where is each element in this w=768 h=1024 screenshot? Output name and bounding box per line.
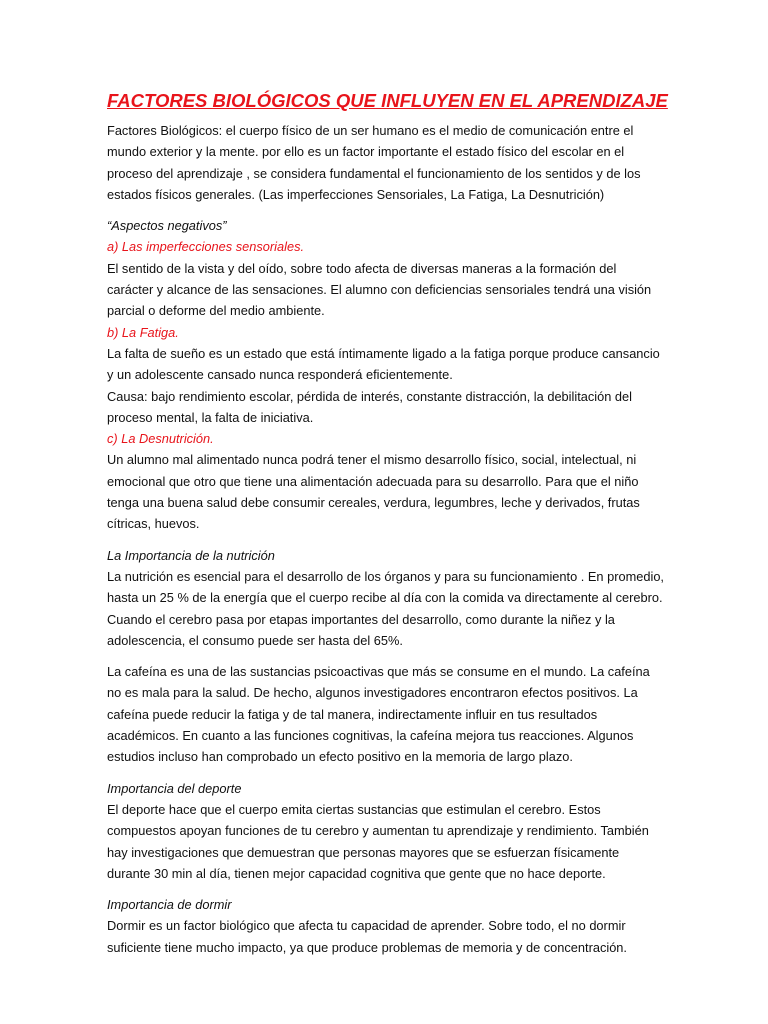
document-body (107, 88, 668, 958)
sport-paragraph: El deporte hace que el cuerpo emita ciertas sustancias que estimulan el cerebro. Estos compuestos apoyan funciones de tu cerebro y aumentan tu aprendizaje y rendimiento. También hay investigaciones que demuestran que personas mayores que se esfuerzan físicamente durante 30 min al día, tienen mejor capacidad cognitiva que gente que no hace deporte. (107, 801, 649, 881)
section-b-cause: Causa: bajo rendimiento escolar, pérdida de interés, constante distracción, la debilitación del proceso mental, la falta de iniciativa. (107, 388, 632, 425)
section-c-paragraph: Un alumno mal alimentado nunca podrá tener el mismo desarrollo físico, social, intelectual, ni emocional que otro que tiene una alimentación adecuada para su desarrollo. Para que el niño tenga una buena salud debe consumir cereales, verdura, legumbres, leche y derivados, frutas cítricas, huevos. (107, 452, 640, 532)
section-a-paragraph: El sentido de la vista y del oído, sobre todo afecta de diversas maneras a la formación del carácter y alcance de las sensaciones. El alumno con deficiencias sensoriales tendrá una visión parcial o deforme del medio ambiente. (107, 260, 652, 319)
negatives-heading: “Aspectos negativos” (107, 218, 227, 234)
section-a-heading: a) Las imperfecciones sensoriales. (107, 239, 305, 255)
nutrition-heading: La Importancia de la nutrición (107, 547, 275, 563)
section-b-paragraph: La falta de sueño es un estado que está íntimamente ligado a la fatiga porque produce cansancio y un adolescente cansado nunca responderá eficientemente. (107, 345, 660, 383)
sleep-heading: Importancia de dormir (107, 897, 232, 913)
section-c-heading: c) La Desnutrición. (107, 431, 214, 447)
nutrition-paragraph: La nutrición es esencial para el desarrollo de los órganos y para su funcionamiento . En promedio, hasta un 25 % de la energía que el cuerpo recibe al día con la comida va directamente al cerebro. Cuando el cerebro pasa por etapas importantes del desarrollo, como durante la niñez y la adolescencia, el consumo puede ser hasta del 65%. (107, 568, 664, 648)
document-title: FACTORES BIOLÓGICOS QUE INFLUYEN EN EL APRENDIZAJE (107, 90, 668, 111)
section-b-heading: b) La Fatiga. (107, 324, 179, 340)
sleep-paragraph: Dormir es un factor biológico que afecta tu capacidad de aprender. Sobre todo, el no dormir suficiente tiene mucho impacto, ya que produce problemas de memoria y de concentración. (107, 918, 627, 955)
intro-paragraph: Factores Biológicos: el cuerpo físico de un ser humano es el medio de comunicación entre el mundo exterior y la mente. por ello es un factor importante el estado físico del escolar en el proceso del aprendizaje , se considera fundamental el funcionamiento de los sentidos y de los estados físicos generales. (Las imperfecciones Sensoriales, La Fatiga, La Desnutrición) (107, 123, 641, 202)
caffeine-paragraph: La cafeína es una de las sustancias psicoactivas que más se consume en el mundo. La cafeína no es mala para la salud. De hecho, algunos investigadores encontraron efectos positivos. La cafeína puede reducir la fatiga y de tal manera, indirectamente influir en tus resultados académicos. En cuanto a las funciones cognitivas, la cafeína mejora tus reacciones. Algunos estudios incluso han comprobado un efecto positivo en la memoria de largo plazo. (107, 664, 650, 765)
sport-heading: Importancia del deporte (107, 780, 242, 796)
